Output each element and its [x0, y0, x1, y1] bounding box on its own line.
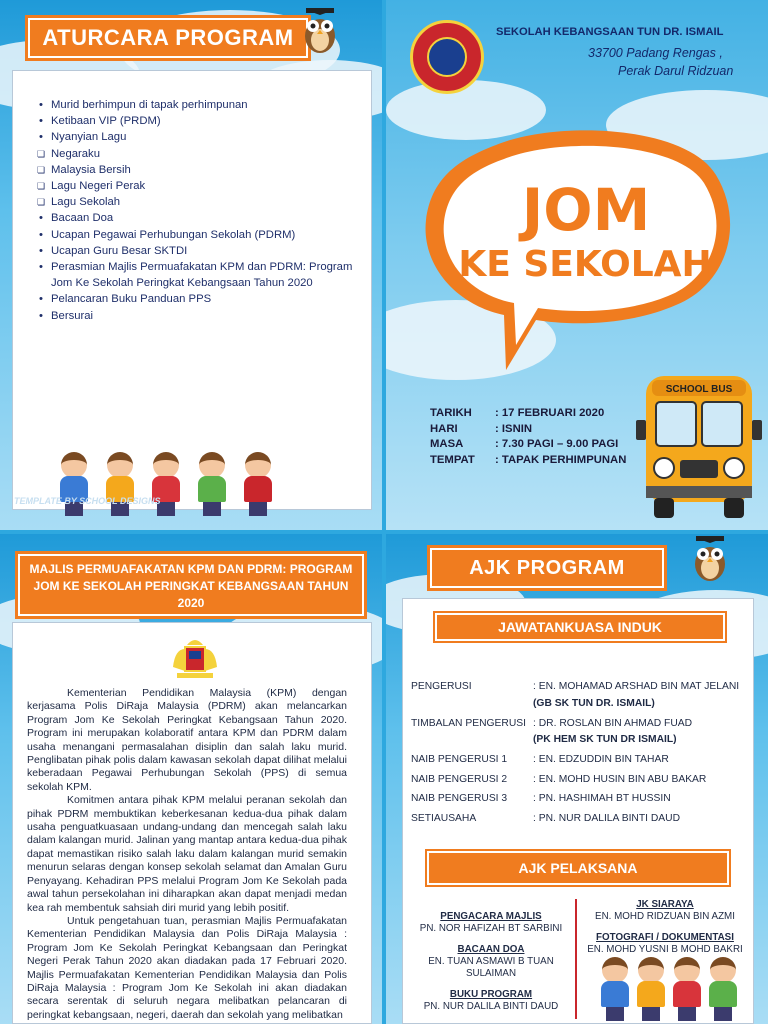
duty-heading: PENGACARA MAJLIS — [440, 911, 542, 922]
committee-role — [411, 733, 533, 750]
agenda-panel — [0, 0, 382, 530]
committee-role: NAIB PENGERUSI 1 — [411, 754, 508, 765]
duty-group — [407, 989, 575, 1013]
agenda-item: ❏ Lagu Negeri Perak — [39, 178, 371, 194]
intro-title: MAJLIS PERMUAFAKATAN KPM DAN PDRM: PROGRAM JOM KE SEKOLAH PERINGKAT KEBANGSAAN TAHUN 2020 — [18, 554, 364, 616]
committee-member: (PK HEM SK TUN DR ISMAIL) — [533, 734, 677, 745]
committee-member: (GB SK TUN DR. ISMAIL) — [533, 697, 655, 709]
agenda-item: • Bersurai — [39, 308, 371, 324]
committee-role: SETIAUSAHA — [411, 812, 477, 824]
school-address-line2: Perak Darul Ridzuan — [618, 64, 734, 78]
intro-panel — [0, 534, 382, 1024]
event-detail-value: : TAPAK PERHIMPUNAN — [495, 453, 627, 466]
school-logo — [410, 20, 484, 94]
committee-role: NAIB PENGERUSI 3 — [411, 793, 508, 804]
column-divider — [575, 899, 577, 1019]
event-detail-label: TEMPAT — [430, 453, 475, 466]
committee-member: : PN. NUR DALILA BINTI DAUD — [533, 812, 681, 824]
duty-members: EN. MOHD RIDZUAN BIN AZMI — [595, 911, 735, 922]
working-committee-right — [579, 899, 751, 965]
event-detail-value: : 17 FEBRUARI 2020 — [495, 407, 605, 419]
school-address-line1: 33700 Padang Rengas , — [588, 46, 723, 60]
child-figure — [637, 957, 665, 1021]
intro-paragraph: Kementerian Pendidikan Malaysia (KPM) dengan kerjasama Polis DiRaja Malaysia (PDRM) akan melancarkan Program Jom Ke Sekolah Peringkat Kebangsaan Tahun 2020. Program ini merupakan kolaboratif antara KPM dan PDRM dalam usaha menangani permasalahan disiplin dan salah laku murid. Penglibatan pihak polis dalam kawasan sekolah dapat dilihat melalui keberadaan Pegawai Perhubungan Sekolah (PPS) di semua sekolah KPM. — [27, 687, 347, 793]
event-detail-label: MASA — [430, 438, 464, 450]
committee-role: TIMBALAN PENGERUSI — [411, 717, 527, 729]
duty-heading: BACAAN DOA — [457, 944, 525, 955]
event-detail-label: TARIKH — [430, 407, 472, 419]
committee-row — [411, 809, 757, 829]
duty-members: EN. MOHD YUSNI B MOHD BAKRI — [587, 944, 743, 955]
working-committee-heading: AJK PELAKSANA — [427, 851, 729, 885]
committee-row — [411, 714, 757, 734]
child-figure — [709, 957, 737, 1021]
duty-heading: BUKU PROGRAM — [449, 989, 533, 1000]
bus-label: SCHOOL BUS — [665, 384, 733, 395]
main-committee-heading: JAWATANKUASA INDUK — [435, 613, 725, 641]
committee-row — [411, 677, 757, 697]
agenda-item: • Ucapan Guru Besar SKTDI — [39, 243, 371, 259]
template-credit: TEMPLATE BY SCHOOL DESIGNS — [14, 496, 161, 506]
main-committee-list — [411, 677, 757, 828]
committee-member: : PN. HASHIMAH BT HUSSIN — [533, 793, 671, 804]
committee-row — [411, 733, 757, 750]
agenda-item: ❏ Negaraku — [39, 146, 371, 162]
agenda-item: • Ketibaan VIP (PRDM) — [39, 113, 371, 129]
intro-card — [12, 622, 372, 1024]
working-committee-left — [407, 911, 575, 1022]
duty-group — [407, 911, 575, 935]
committee-member: : DR. ROSLAN BIN AHMAD FUAD — [533, 717, 693, 729]
duty-group — [579, 932, 751, 956]
agenda-item: ❏ Malaysia Bersih — [39, 162, 371, 178]
event-detail-value: : ISNIN — [495, 422, 533, 435]
committee-member: : EN. MOHD HUSIN BIN ABU BAKAR — [533, 773, 707, 785]
owl-icon — [300, 8, 340, 54]
school-bus-icon — [636, 370, 762, 522]
committee-role — [411, 697, 533, 714]
agenda-item: ❏ Lagu Sekolah — [39, 194, 371, 210]
malaysia-crest-icon — [169, 637, 221, 681]
child-figure — [106, 452, 134, 516]
committee-title: AJK PROGRAM — [430, 548, 664, 588]
agenda-card — [12, 70, 372, 510]
committee-member: : EN. MOHAMAD ARSHAD BIN MAT JELANI — [533, 681, 740, 692]
child-figure — [198, 452, 226, 516]
agenda-item: • Perasmian Majlis Permuafakatan KPM dan PDRM: Program Jom Ke Sekolah Peringkat Kebangsaan Tahun 2020 — [39, 259, 371, 291]
duty-group — [579, 899, 751, 923]
agenda-item: • Ucapan Pegawai Perhubungan Sekolah (PDRM) — [39, 227, 371, 243]
event-detail-value: : 7.30 PAGI – 9.00 PAGI — [495, 438, 619, 450]
committee-member: : EN. EDZUDDIN BIN TAHAR — [533, 754, 669, 765]
headline-jom: JOM — [521, 176, 651, 244]
child-figure — [244, 452, 272, 516]
agenda-item: • Bacaan Doa — [39, 210, 371, 226]
owl-icon — [690, 536, 730, 582]
duty-heading: JK SIARAYA — [636, 899, 694, 910]
agenda-title: ATURCARA PROGRAM — [28, 18, 308, 58]
child-figure — [152, 452, 180, 516]
child-figure — [601, 957, 629, 1021]
agenda-item: • Pelancaran Buku Panduan PPS — [39, 291, 371, 307]
agenda-item: • Nyanyian Lagu — [39, 129, 371, 145]
committee-panel — [386, 534, 768, 1024]
committee-card — [402, 598, 754, 1024]
committee-role: PENGERUSI — [411, 681, 472, 692]
committee-row — [411, 770, 757, 790]
event-detail-label: HARI — [430, 422, 458, 435]
cover-panel — [386, 0, 768, 530]
duty-members: PN. NOR HAFIZAH BT SARBINI — [419, 923, 563, 934]
committee-row — [411, 750, 757, 770]
child-figure — [673, 957, 701, 1021]
duty-heading: FOTOGRAFI / DOKUMENTASI — [596, 932, 734, 943]
duty-group — [407, 944, 575, 980]
committee-row — [411, 789, 757, 809]
agenda-list — [13, 71, 371, 324]
duty-members: PN. NUR DALILA BINTI DAUD — [423, 1001, 559, 1012]
intro-paragraph: Untuk pengetahuan tuan, perasmian Majlis Permuafakatan Kementerian Pendidikan Malaysia dan Polis DiRaja Malaysia : Program Jom Ke Sekolah Peringkat Kebangsaan dan Peringkat Negeri Perak Tahun 2020 akan diadakan pada 17 Februari 2020. Majlis Permuafakatan Kementerian Pendidikan Malaysia dan Polis DiRaja Malaysia : Program Jom Ke Sekolah ini akan diadakan secara serentak di seluruh negara melibatkan pelancaran di peringkat kebangsaan, negeri, daerah dan sekolah yang melibatkan — [27, 914, 347, 1021]
committee-role: NAIB PENGERUSI 2 — [411, 773, 508, 785]
duty-members: EN. TUAN ASMAWI B TUAN SULAIMAN — [428, 956, 554, 979]
intro-body — [27, 687, 347, 1022]
child-figure — [60, 452, 88, 516]
agenda-item: • Murid berhimpun di tapak perhimpunan — [39, 97, 371, 113]
headline-ke-sekolah: KE SEKOLAH — [458, 244, 712, 285]
school-name: SEKOLAH KEBANGSAAN TUN DR. ISMAIL — [496, 26, 724, 38]
intro-paragraph: Komitmen antara pihak KPM melalui peranan sekolah dan pihak PDRM membuktikan keberkesanan kedua-dua pihak dalam usaha penguatkuasaan undang-undang dan mencegah salah laku dalam kalangan murid. Jalinan yang mantap antara kedua-dua pihak dapat memastikan risiko salah laku dalam kalangan murid semakin menurun selaras dengan konsep sekolah selamat dan Amalan Guru Penyayang. Kehadiran PPS melalui Program Jom Ke Sekolah pada awal tahun persekolahan ini diharapkan akan dapat menjadi medan kea rah membentuk sahsiah diri murid yang lebih positif. — [27, 794, 347, 914]
committee-row — [411, 697, 757, 714]
